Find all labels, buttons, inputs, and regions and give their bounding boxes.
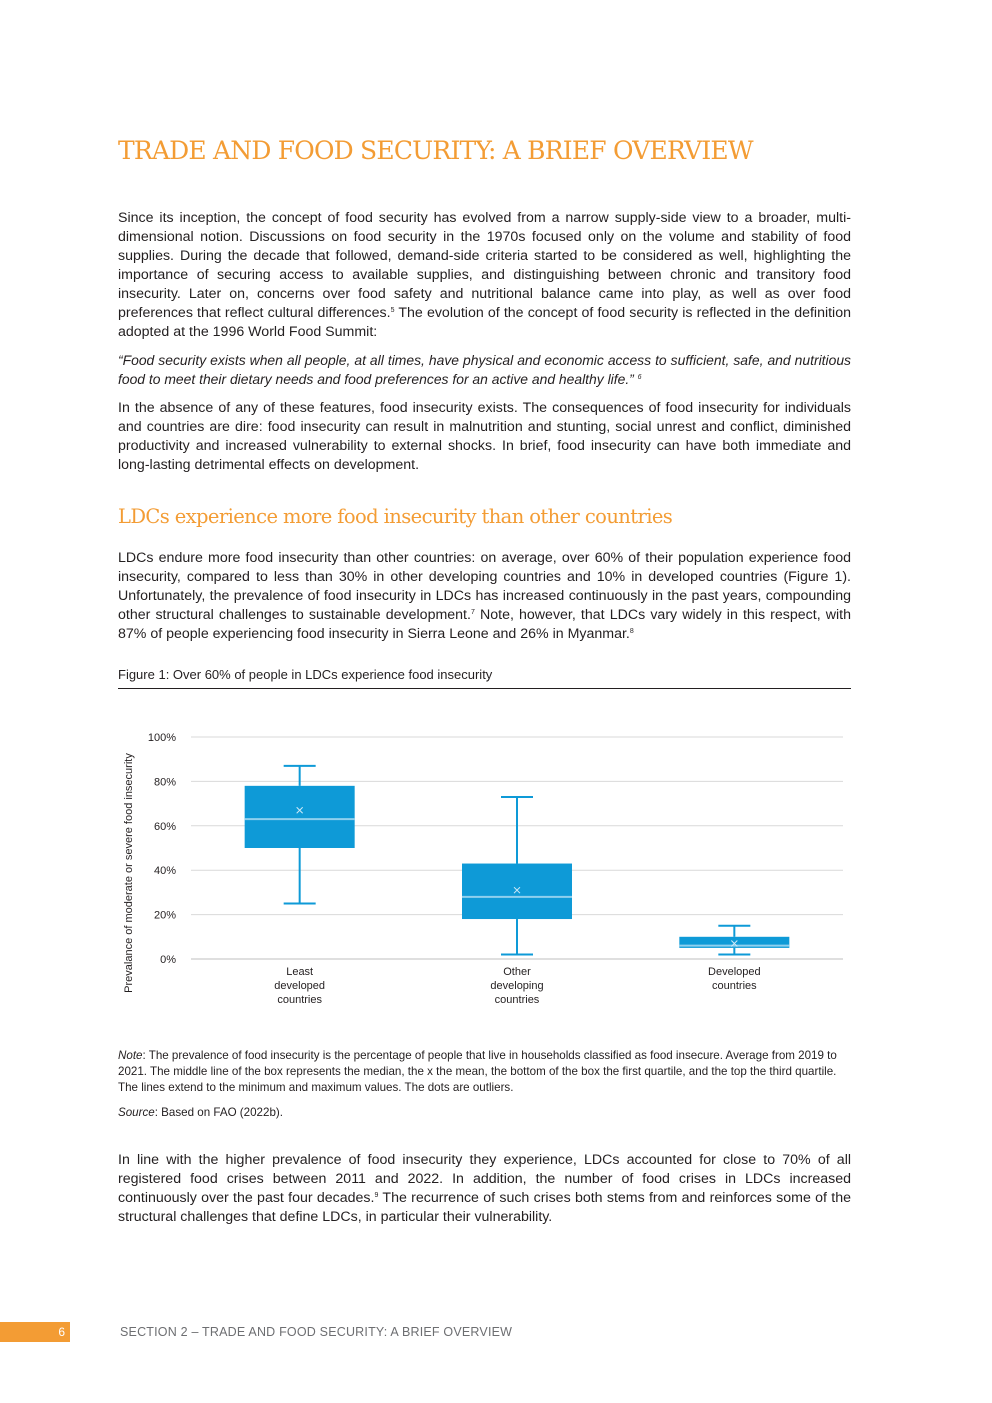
source-text: : Based on FAO (2022b). bbox=[154, 1106, 283, 1119]
y-tick-label: 80% bbox=[153, 776, 176, 789]
footnote-ref[interactable]: 6 bbox=[637, 374, 642, 381]
footnote-ref[interactable]: 9 bbox=[374, 1192, 379, 1199]
ldc-text-cont: Note, however, that LDCs vary widely in this respect, with 87% of people experiencing food insecurity in Sierra Leone and 26% in Myanmar. bbox=[118, 607, 852, 642]
intro-paragraph bbox=[118, 209, 851, 342]
footnote-ref[interactable]: 5 bbox=[390, 307, 395, 314]
x-tick-label: countries bbox=[712, 980, 757, 992]
y-tick-label: 40% bbox=[153, 865, 176, 878]
x-tick-label: countries bbox=[494, 994, 540, 1006]
footnote-ref[interactable]: 8 bbox=[629, 628, 634, 635]
source-label: Source bbox=[118, 1106, 155, 1119]
ldc-paragraph bbox=[118, 549, 851, 644]
figure-caption: Figure 1: Over 60% of people in LDCs experience food insecurity bbox=[118, 667, 851, 689]
footnote-ref[interactable]: 7 bbox=[470, 609, 475, 616]
y-tick-label: 0% bbox=[160, 954, 176, 966]
definition-quote bbox=[118, 351, 851, 389]
x-tick-label: Other bbox=[503, 966, 531, 978]
figure-source bbox=[118, 1105, 851, 1121]
ldc-text: LDCs endure more food insecurity than other countries: on average, over 60% of their population experience food insecurity, compared to less than 30% in other developing countries and 10% in developed countries (Figure 1). Unfortunately, the prevalence of food insecurity in LDCs has increased continuously in the past years, compounding other structural challenges to sustainable development. bbox=[118, 550, 851, 623]
x-tick-label: developed bbox=[274, 980, 326, 992]
closing-text: In line with the higher prevalence of food insecurity they experience, LDCs accounted for close to 70% of all registered food crises between 2011 and 2022. In addition, the number of food crises in LDCs increased continuously over the past four decades. bbox=[118, 1152, 851, 1206]
note-text: : The prevalence of food insecurity is the percentage of people that live in households classified as food insecure. Average from 2019 to 2021. The middle line of the box represents the median, the x the mean, the bottom of the box the first quartile, and the top the third quartile. The lines extend to the minimum and maximum values. The dots are outliers. bbox=[118, 1049, 837, 1094]
y-axis-label: Prevalance of moderate or severe food insecurity bbox=[123, 753, 135, 993]
box bbox=[245, 786, 355, 848]
absence-paragraph: In the absence of any of these features, food insecurity exists. The consequences of food insecurity for individuals and countries are dire: food insecurity can result in malnutrition and stunting, social unrest and conflict, diminished productivity and increased vulnerability to external shocks. In brief, food insecurity can have both immediate and long-lasting detrimental effects on development. bbox=[118, 400, 851, 473]
x-tick-label: countries bbox=[277, 994, 322, 1006]
intro-text: Since its inception, the concept of food security has evolved from a narrow supply-side view to a broader, multi-dimensional notion. Discussions on food security in the 1970s focused only on the volume and stability of food supplies. During the decade that followed, demand-side criteria started to be considered as well, highlighting the importance of securing access to available supplies, and distinguishing between chronic and transitory food insecurity. Later on, concerns over food safety and nutritional balance came into play, as well as over food preferences that reflect cultural differences. bbox=[118, 210, 851, 321]
quote-text: “Food security exists when all people, at all times, have physical and economic access to sufficient, safe, and nutritious food to meet their dietary needs and food preferences for an active and healthy life.” bbox=[118, 352, 851, 387]
note-label: Note bbox=[118, 1049, 143, 1062]
closing-text-cont: The recurrence of such crises both stems from and reinforces some of the structural challenges that define LDCs, in particular their vulnerability. bbox=[118, 1190, 851, 1225]
section-subheading: LDCs experience more food insecurity than other countries bbox=[118, 505, 673, 528]
x-tick-label: Developed bbox=[708, 966, 761, 978]
footer-section-title: SECTION 2 – TRADE AND FOOD SECURITY: A BRIEF OVERVIEW bbox=[120, 1325, 513, 1339]
box bbox=[462, 864, 572, 920]
y-tick-label: 20% bbox=[153, 909, 176, 922]
boxplot-chart bbox=[118, 715, 851, 1015]
page-number: 6 bbox=[0, 1322, 70, 1342]
figure-note bbox=[118, 1048, 851, 1096]
closing-paragraph bbox=[118, 1151, 851, 1227]
x-tick-label: Least bbox=[286, 966, 314, 978]
y-tick-label: 100% bbox=[147, 732, 176, 744]
intro-text-cont: The evolution of the concept of food security is reflected in the definition adopted at the 1996 World Food Summit: bbox=[118, 305, 851, 340]
page-title: TRADE AND FOOD SECURITY: A BRIEF OVERVIEW bbox=[118, 136, 753, 165]
x-tick-label: developing bbox=[490, 980, 544, 992]
y-tick-label: 60% bbox=[153, 820, 176, 833]
